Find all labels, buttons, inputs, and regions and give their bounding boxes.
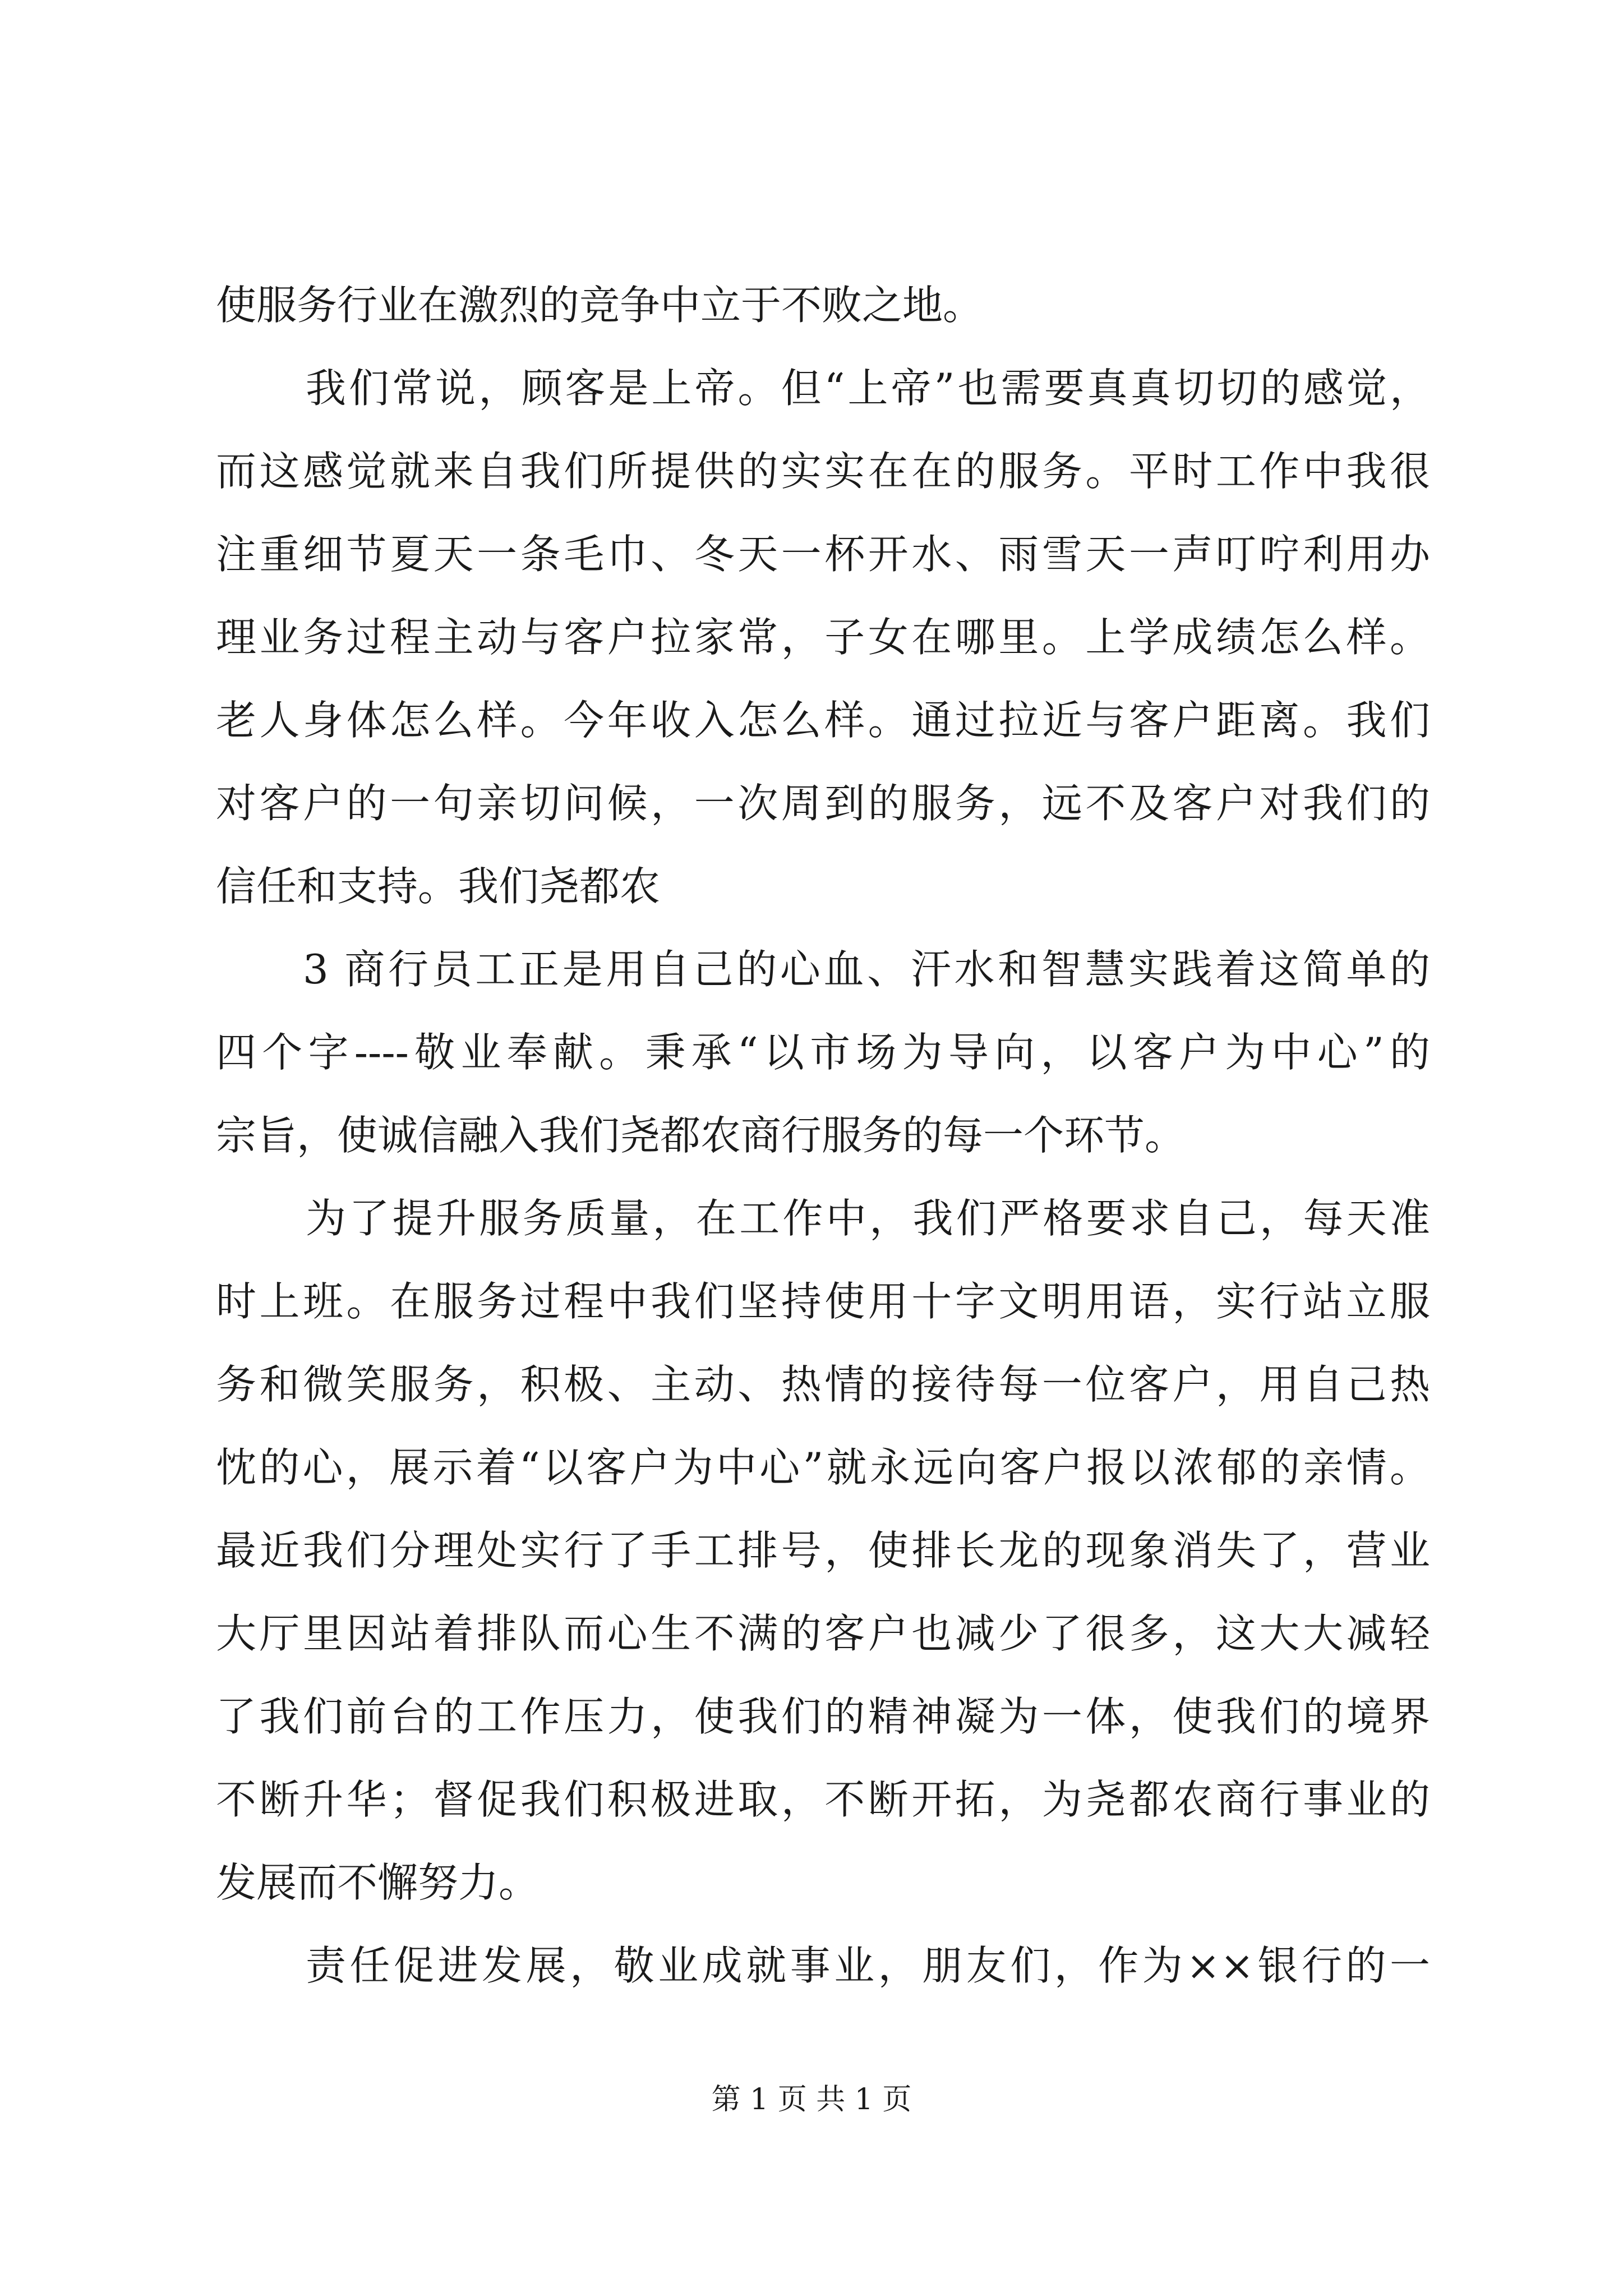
text-line: 而这感觉就来自我们所提供的实实在在的服务。平时工作中我很 bbox=[216, 448, 1430, 495]
text-line: 最近我们分理处实行了手工排号，使排长龙的现象消失了，营业 bbox=[216, 1527, 1430, 1574]
text-line: 务和微笑服务，积极、主动、热情的接待每一位客户，用自己热 bbox=[216, 1361, 1430, 1408]
text-line: 忱的心，展示着“以客户为中心”就永远向客户报以浓郁的亲情。 bbox=[216, 1444, 1430, 1491]
text-line: 四个字----敬业奉献。秉承“以市场为导向，以客户为中心”的 bbox=[216, 1029, 1430, 1076]
page-number-label: 第 1 页 共 1 页 bbox=[711, 2083, 912, 2116]
paragraph-first-line: 3 商行员工正是用自己的心血、汗水和智慧实践着这简单的 bbox=[303, 946, 1430, 993]
text-line: 注重细节夏天一条毛巾、冬天一杯开水、雨雪天一声叮咛利用办 bbox=[216, 531, 1430, 578]
text-line: 不断升华；督促我们积极进取，不断开拓，为尧都农商行事业的 bbox=[216, 1776, 1430, 1823]
paragraph-first-line: 责任促进发展，敬业成就事业，朋友们，作为××银行的一 bbox=[306, 1942, 1430, 1989]
text-line: 大厅里因站着排队而心生不满的客户也减少了很多，这大大减轻 bbox=[216, 1610, 1430, 1657]
paragraph-first-line: 为了提升服务质量，在工作中，我们严格要求自己，每天准 bbox=[306, 1195, 1430, 1242]
text-line: 老人身体怎么样。今年收入怎么样。通过拉近与客户距离。我们 bbox=[216, 697, 1430, 744]
text-line: 了我们前台的工作压力，使我们的精神凝为一体，使我们的境界 bbox=[216, 1693, 1430, 1740]
text-line: 理业务过程主动与客户拉家常，子女在哪里。上学成绩怎么样。 bbox=[216, 614, 1430, 661]
text-line: 对客户的一句亲切问候，一次周到的服务，远不及客户对我们的 bbox=[216, 780, 1430, 827]
text-line: 信任和支持。我们尧都农 bbox=[216, 863, 661, 910]
text-line: 使服务行业在激烈的竞争中立于不败之地。 bbox=[216, 282, 984, 329]
text-line: 时上班。在服务过程中我们坚持使用十字文明用语，实行站立服 bbox=[216, 1278, 1430, 1325]
text-line: 发展而不懈努力。 bbox=[216, 1859, 540, 1906]
document-body bbox=[216, 264, 1430, 2007]
text-line: 宗旨，使诚信融入我们尧都农商行服务的每一个环节。 bbox=[216, 1112, 1186, 1159]
paragraph-first-line: 我们常说，顾客是上帝。但“上帝”也需要真真切切的感觉， bbox=[306, 365, 1430, 412]
page-footer bbox=[0, 2076, 1623, 2118]
